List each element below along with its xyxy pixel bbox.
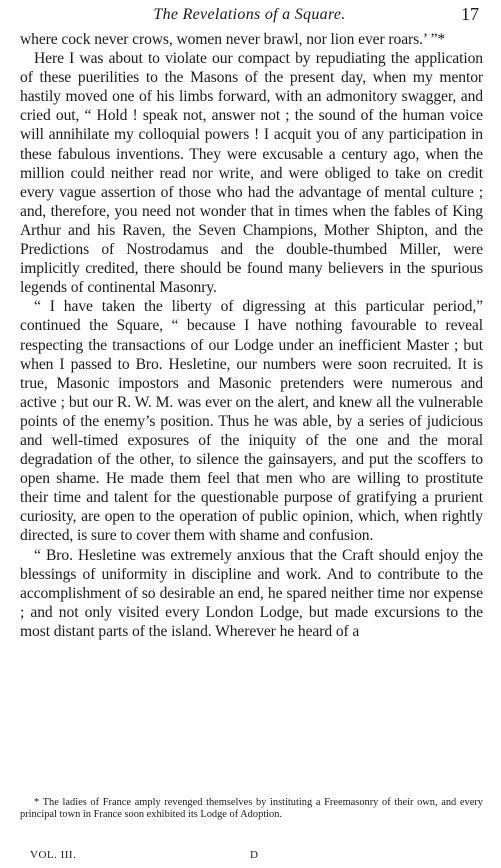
volume-label: VOL. III. <box>30 849 77 861</box>
paragraph-continuation: where cock never crows, women never brawl, nor lion ever roars.’ ”* <box>20 31 446 48</box>
signature-mark: D <box>250 849 258 861</box>
running-title: The Revelations of a Square. <box>153 6 346 23</box>
paragraph: Here I was about to violate our compact by repudiating the application of these puerilities to the Masons of the present day, when my mentor hastily moved one of his limbs forward, with an admonitory swagger, and cried out, “ Hold ! speak not, answer not ; the sound of the human voice will annihilate my colloquial powers ! I acquit you of any participation in these fabulous inventions. They were excusable a century ago, when the million could neither read nor write, and were obliged to take on credit every vague assertion of those who had the advantage of mental culture ; and, therefore, you need not wonder that in times when the fables of King Arthur and his Raven, the Seven Champions, Mother Shipton, and the Predictions of Nostrodamus and the double-thumbed Miller, were implicitly credited, there should be found many believers in the spurious legends of continental Masonry. <box>20 50 483 297</box>
page-footer <box>20 849 481 865</box>
footnote: * The ladies of France amply revenged themselves by instituting a Freemasonry of their own, and every principal town in France soon exhibited its Lodge of Adoption. <box>20 797 483 821</box>
body-text <box>20 30 483 641</box>
paragraph: “ I have taken the liberty of digressing at this particular period,” continued the Square, “ because I have nothing favourable to reveal respecting the transactions of our Lodge under an inefficient Master ; but when I passed to Bro. Hesletine, our numbers were soon recruited. It is true, Masonic impostors and Masonic pretenders were numerous and active ; but our R. W. M. was ever on the alert, and knew all the vulnerable points of the enemy’s position. Thus he was able, by a series of judicious and well-timed exposures of the iniquity of the one and the moral degradation of the other, to silence the gainsayers, and put the scoffers to open shame. He made them feel that men who are willing to prostitute their time and talent for the questionable purpose of gratifying a prurient curiosity, are open to the operation of public opinion, which, when rightly directed, is sure to cover them with shame and confusion. <box>20 298 483 545</box>
page-header <box>20 4 479 28</box>
paragraph: “ Bro. Hesletine was extremely anxious that the Craft should enjoy the blessings of uniformity in discipline and work. And to contribute to the accomplishment of so desirable an end, he spared neither time nor expense ; and not only visited every London Lodge, but made excursions to the most distant parts of the island. Wherever he heard of a <box>20 546 483 640</box>
page-number: 17 <box>461 4 479 24</box>
